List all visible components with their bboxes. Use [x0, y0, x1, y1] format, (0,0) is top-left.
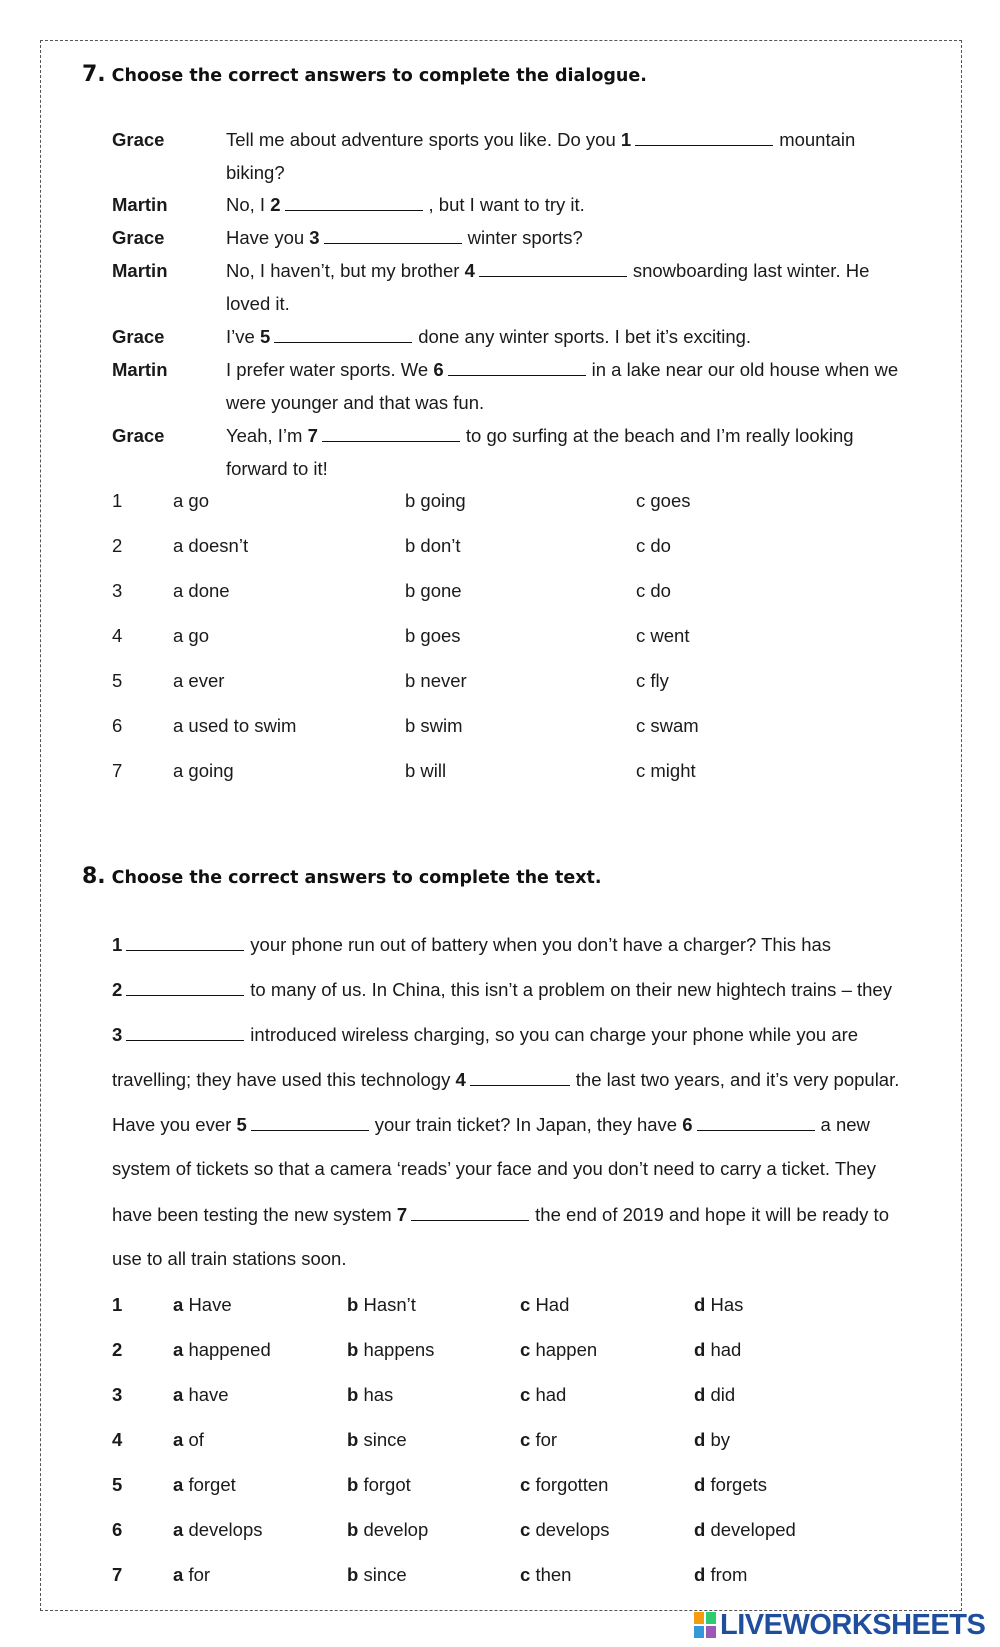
q8-option-number: 1	[112, 1294, 123, 1315]
q8-option-c[interactable]: c had	[520, 1384, 567, 1405]
q7-option-c[interactable]: c do	[636, 535, 671, 556]
q8-option-b[interactable]: b forgot	[347, 1474, 411, 1495]
q7-option-a[interactable]: a used to swim	[173, 715, 297, 736]
dialogue-line: biking?	[226, 162, 285, 183]
answer-blank-6[interactable]	[448, 358, 586, 376]
speaker-label: Martin	[112, 260, 168, 281]
q7-option-c[interactable]: c went	[636, 625, 690, 646]
q7-option-c[interactable]: c do	[636, 580, 671, 601]
q8-option-c[interactable]: c for	[520, 1429, 558, 1450]
q8-option-b[interactable]: b has	[347, 1384, 394, 1405]
q8-option-c[interactable]: c forgotten	[520, 1474, 609, 1495]
text-blank-4[interactable]	[470, 1068, 570, 1086]
q8-option-b[interactable]: b Hasn’t	[347, 1294, 416, 1315]
q8-option-a[interactable]: a for	[173, 1564, 211, 1585]
q8-option-a[interactable]: a have	[173, 1384, 229, 1405]
q8-option-a[interactable]: a Have	[173, 1294, 232, 1315]
q7-number: 7.	[82, 62, 106, 87]
speaker-label: Grace	[112, 129, 165, 150]
q7-option-number: 5	[112, 670, 123, 691]
q7-option-a[interactable]: a go	[173, 490, 210, 511]
q8-option-a[interactable]: a happened	[173, 1339, 271, 1360]
q8-option-d[interactable]: d forgets	[694, 1474, 768, 1495]
q7-option-b[interactable]: b will	[405, 760, 447, 781]
q7-option-a[interactable]: a go	[173, 625, 210, 646]
speaker-label: Grace	[112, 326, 165, 347]
text-line: 3 introduced wireless charging, so you can charge your phone while you are	[112, 1024, 859, 1045]
q8-option-a[interactable]: a forget	[173, 1474, 236, 1495]
q7-option-c[interactable]: c swam	[636, 715, 699, 736]
q7-option-number: 7	[112, 760, 123, 781]
text-blank-7[interactable]	[411, 1203, 529, 1221]
logo-grid-icon	[694, 1612, 716, 1638]
answer-blank-5[interactable]	[274, 325, 412, 343]
text-line: travelling; they have used this technology 4 the last two years, and it’s very popular.	[112, 1069, 900, 1090]
q8-option-b[interactable]: b develop	[347, 1519, 429, 1540]
dialogue-line: were younger and that was fun.	[226, 392, 485, 413]
q8-option-b[interactable]: b since	[347, 1564, 407, 1585]
q7-option-b[interactable]: b going	[405, 490, 466, 511]
q7-heading	[82, 62, 647, 87]
dialogue-line: Tell me about adventure sports you like. Do you 1 mountain	[226, 129, 856, 150]
q7-option-number: 3	[112, 580, 123, 601]
q7-option-b[interactable]: b swim	[405, 715, 463, 736]
text-blank-2[interactable]	[126, 978, 244, 996]
q8-option-number: 7	[112, 1564, 123, 1585]
q8-option-number: 5	[112, 1474, 123, 1495]
q7-option-b[interactable]: b gone	[405, 580, 462, 601]
q8-option-d[interactable]: d from	[694, 1564, 748, 1585]
q8-option-a[interactable]: a develops	[173, 1519, 263, 1540]
q7-option-b[interactable]: b goes	[405, 625, 461, 646]
q8-option-c[interactable]: c happen	[520, 1339, 598, 1360]
q7-option-a[interactable]: a doesn’t	[173, 535, 249, 556]
text-blank-1[interactable]	[126, 933, 244, 951]
q8-option-b[interactable]: b happens	[347, 1339, 435, 1360]
text-line: use to all train stations soon.	[112, 1248, 347, 1269]
text-line: Have you ever 5 your train ticket? In Japan, they have 6 a new	[112, 1114, 870, 1135]
speaker-label: Grace	[112, 227, 165, 248]
q8-option-c[interactable]: c Had	[520, 1294, 570, 1315]
q8-option-number: 6	[112, 1519, 123, 1540]
q8-option-number: 3	[112, 1384, 123, 1405]
q7-option-number: 6	[112, 715, 123, 736]
text-blank-5[interactable]	[251, 1113, 369, 1131]
q8-option-d[interactable]: d did	[694, 1384, 736, 1405]
dialogue-line: Have you 3 winter sports?	[226, 227, 583, 248]
q8-option-d[interactable]: d developed	[694, 1519, 796, 1540]
q8-option-d[interactable]: d by	[694, 1429, 730, 1450]
q7-option-a[interactable]: a going	[173, 760, 234, 781]
speaker-label: Martin	[112, 194, 168, 215]
q8-option-d[interactable]: d Has	[694, 1294, 744, 1315]
q8-option-number: 4	[112, 1429, 123, 1450]
q7-option-a[interactable]: a ever	[173, 670, 225, 691]
q8-instruction: Choose the correct answers to complete the text.	[111, 868, 602, 888]
q7-instruction: Choose the correct answers to complete the dialogue.	[111, 66, 647, 86]
q7-option-c[interactable]: c fly	[636, 670, 669, 691]
dialogue-line: I prefer water sports. We 6 in a lake near our old house when we	[226, 359, 899, 380]
dialogue-line: I’ve 5 done any winter sports. I bet it’s exciting.	[226, 326, 752, 347]
q7-option-number: 1	[112, 490, 123, 511]
q7-option-a[interactable]: a done	[173, 580, 230, 601]
answer-blank-7[interactable]	[322, 424, 460, 442]
q8-option-a[interactable]: a of	[173, 1429, 204, 1450]
dialogue-line: forward to it!	[226, 458, 328, 479]
dialogue-line: No, I 2 , but I want to try it.	[226, 194, 585, 215]
text-blank-3[interactable]	[126, 1023, 244, 1041]
speaker-label: Martin	[112, 359, 168, 380]
dialogue-line: No, I haven’t, but my brother 4 snowboarding last winter. He	[226, 260, 870, 281]
q8-option-d[interactable]: d had	[694, 1339, 742, 1360]
q7-option-c[interactable]: c goes	[636, 490, 691, 511]
logo-text: LIVEWORKSHEETS	[720, 1608, 986, 1641]
q8-option-b[interactable]: b since	[347, 1429, 407, 1450]
answer-blank-1[interactable]	[635, 128, 773, 146]
text-line: have been testing the new system 7 the end of 2019 and hope it will be ready to	[112, 1204, 889, 1225]
q8-heading	[82, 864, 602, 889]
q7-option-c[interactable]: c might	[636, 760, 696, 781]
answer-blank-3[interactable]	[324, 226, 462, 244]
answer-blank-4[interactable]	[479, 259, 627, 277]
text-blank-6[interactable]	[697, 1113, 815, 1131]
q7-option-number: 2	[112, 535, 123, 556]
speaker-label: Grace	[112, 425, 165, 446]
q8-option-c[interactable]: c then	[520, 1564, 572, 1585]
liveworksheets-logo[interactable]	[694, 1610, 985, 1640]
answer-blank-2[interactable]	[285, 193, 423, 211]
dialogue-line: Yeah, I’m 7 to go surfing at the beach and I’m really looking	[226, 425, 854, 446]
text-line: 1 your phone run out of battery when you don’t have a charger? This has	[112, 934, 832, 955]
q8-option-c[interactable]: c develops	[520, 1519, 610, 1540]
dialogue-line: loved it.	[226, 293, 290, 314]
q7-option-b[interactable]: b don’t	[405, 535, 461, 556]
q8-number: 8.	[82, 864, 106, 889]
text-line: system of tickets so that a camera ‘reads’ your face and you don’t need to carry a ticket. They	[112, 1158, 877, 1179]
q7-option-b[interactable]: b never	[405, 670, 467, 691]
text-line: 2 to many of us. In China, this isn’t a problem on their new hightech trains – they	[112, 979, 892, 1000]
q8-option-number: 2	[112, 1339, 123, 1360]
q7-option-number: 4	[112, 625, 123, 646]
